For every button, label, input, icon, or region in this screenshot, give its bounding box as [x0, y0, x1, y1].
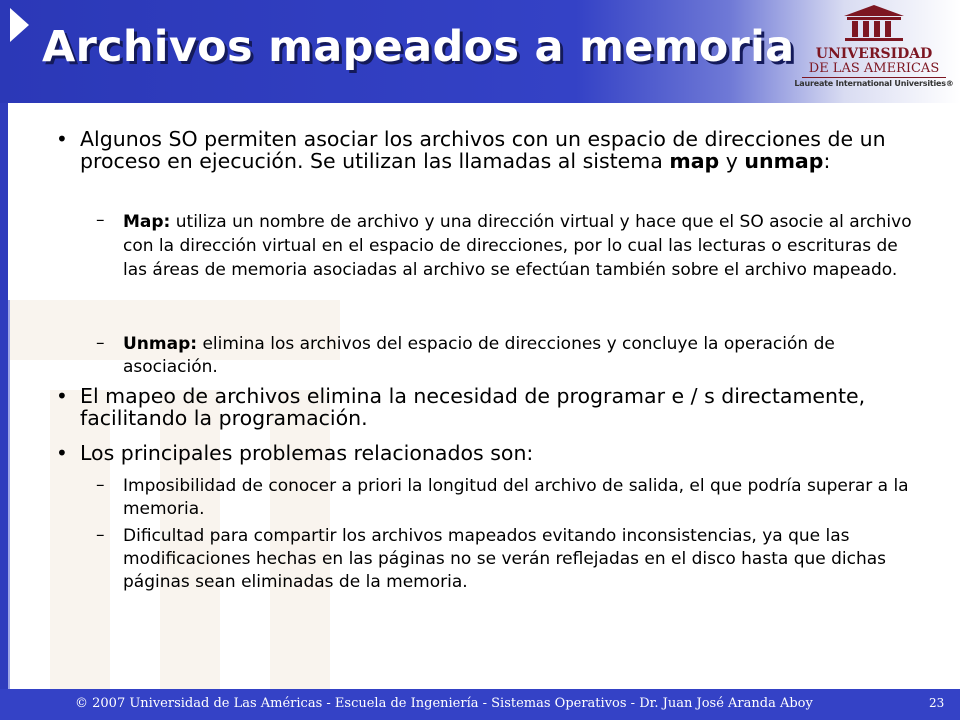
unmap-keyword: unmap — [744, 149, 824, 173]
bullet-marker: • — [56, 384, 68, 408]
map-keyword: map — [669, 149, 720, 173]
dash-marker: – — [96, 210, 105, 230]
page-number: 23 — [929, 696, 945, 710]
footer-bar — [0, 689, 960, 720]
sub-item-map: Map: utiliza un nombre de archivo y una dirección virtual y hace que el SO asocie al archivo con la dirección virtual en el espacio de direcciones, por lo cual las lecturas o escrituras de las áreas de memoria asociadas al archivo se efectúan también sobre el archivo mapeado. — [123, 212, 912, 280]
dash-marker: – — [96, 525, 105, 545]
bullet-marker: • — [56, 441, 68, 465]
dash-marker: – — [96, 475, 105, 495]
sub-item-problem: Dificultad para compartir los archivos mapeados evitando inconsistencias, ya que las modificaciones hechas en las páginas no se verán reflejadas en el disco hasta que dichas páginas sean eliminadas de la memoria. — [123, 526, 887, 592]
bullet-marker: • — [56, 127, 68, 151]
slide-title: Archivos mapeados a memoria — [42, 22, 795, 72]
dash-marker: – — [96, 333, 105, 353]
bullet-item: Los principales problemas relacionados son: — [80, 441, 534, 465]
bullet-item: Algunos SO permiten asociar los archivos con un espacio de direcciones de un proceso en ejecución. Se utilizan las llamadas al sistema map y unmap: — [80, 127, 886, 173]
sub-item-unmap: Unmap: elimina los archivos del espacio de direcciones y concluye la operación de asociación. — [123, 334, 835, 377]
logo-university-text: UNIVERSIDAD — [815, 46, 933, 62]
footer-text: © 2007 Universidad de Las Américas - Escuela de Ingeniería - Sistemas Operativos - Dr. Juan José Aranda Aboy — [75, 696, 813, 711]
bullet-item: El mapeo de archivos elimina la necesidad de programar e / s directamente, facilitando la programación. — [80, 384, 866, 430]
logo-americas-text: DE LAS AMERICAS — [808, 61, 940, 76]
sub-item-problem: Imposibilidad de conocer a priori la longitud del archivo de salida, el que podría superar a la memoria. — [123, 476, 909, 519]
logo-laureate-text: Laureate International Universities® — [794, 79, 954, 88]
